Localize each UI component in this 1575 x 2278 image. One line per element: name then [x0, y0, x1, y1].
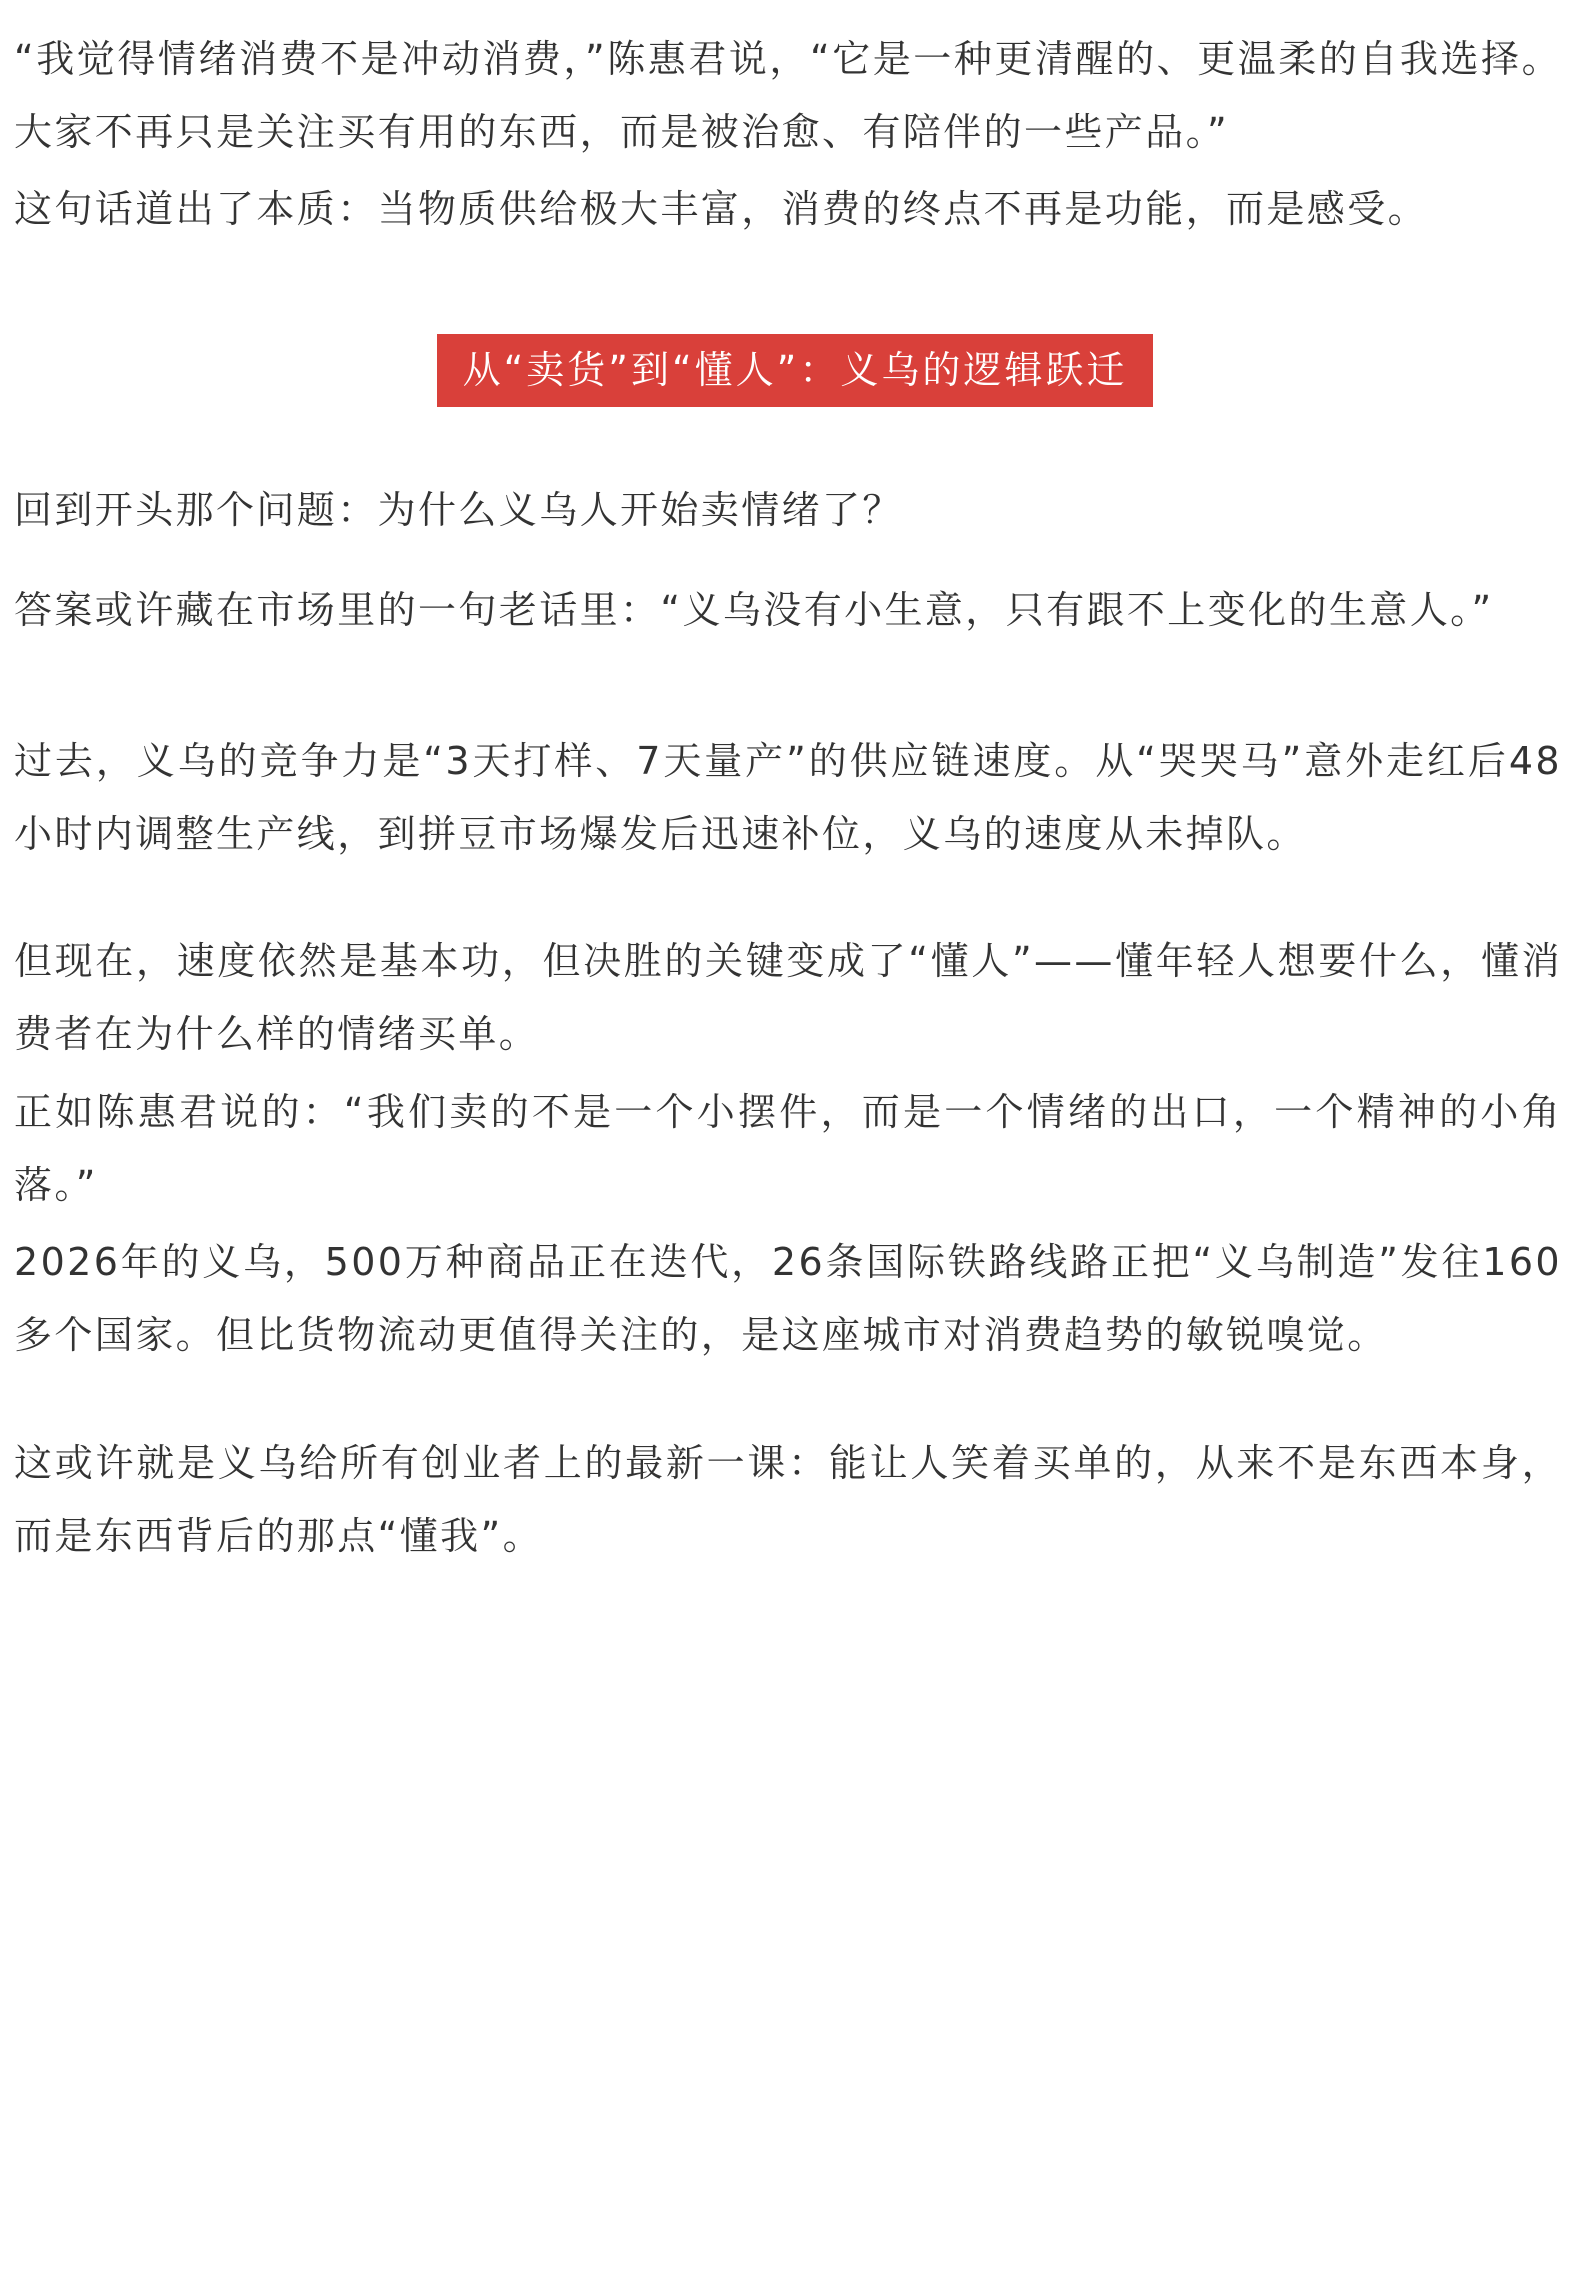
paragraph-past-speed: 过去，义乌的竞争力是“3天打样、7天量产”的供应链速度。从“哭哭马”意外走红后48小时内调整生产线，到拼豆市场爆发后迅速补位，义乌的速度从未掉队。: [14, 739, 1562, 856]
section-heading: 从“卖货”到“懂人”：义乌的逻辑跃迁: [437, 334, 1154, 407]
paragraph-emotion-outlet: 正如陈惠君说的：“我们卖的不是一个小摆件，而是一个情绪的出口，一个精神的小角落。”: [14, 1090, 1562, 1207]
paragraph-old-saying: 答案或许藏在市场里的一句老话里：“义乌没有小生意，只有跟不上变化的生意人。”: [14, 588, 1494, 632]
paragraph-understanding-people: 但现在，速度依然是基本功，但决胜的关键变成了“懂人”——懂年轻人想要什么，懂消费者在为什么样的情绪买单。: [14, 939, 1562, 1056]
paragraph-quote-chen-huijun: “我觉得情绪消费不是冲动消费，”陈惠君说，“它是一种更清醒的、更温柔的自我选择。大家不再只是关注买有用的东西，而是被治愈、有陪伴的一些产品。”: [14, 37, 1562, 154]
paragraph-lesson: 这或许就是义乌给所有创业者上的最新一课：能让人笑着买单的，从来不是东西本身，而是东西背后的那点“懂我”。: [14, 1441, 1562, 1558]
paragraph-question: 回到开头那个问题：为什么义乌人开始卖情绪了？: [14, 488, 903, 532]
section-heading-wrapper: [14, 334, 1562, 407]
paragraph-essence: 这句话道出了本质：当物质供给极大丰富，消费的终点不再是功能，而是感受。: [14, 187, 1429, 231]
paragraph-yiwu-2026: 2026年的义乌，500万种商品正在迭代，26条国际铁路线路正把“义乌制造”发往160多个国家。但比货物流动更值得关注的，是这座城市对消费趋势的敏锐嗅觉。: [14, 1240, 1562, 1357]
